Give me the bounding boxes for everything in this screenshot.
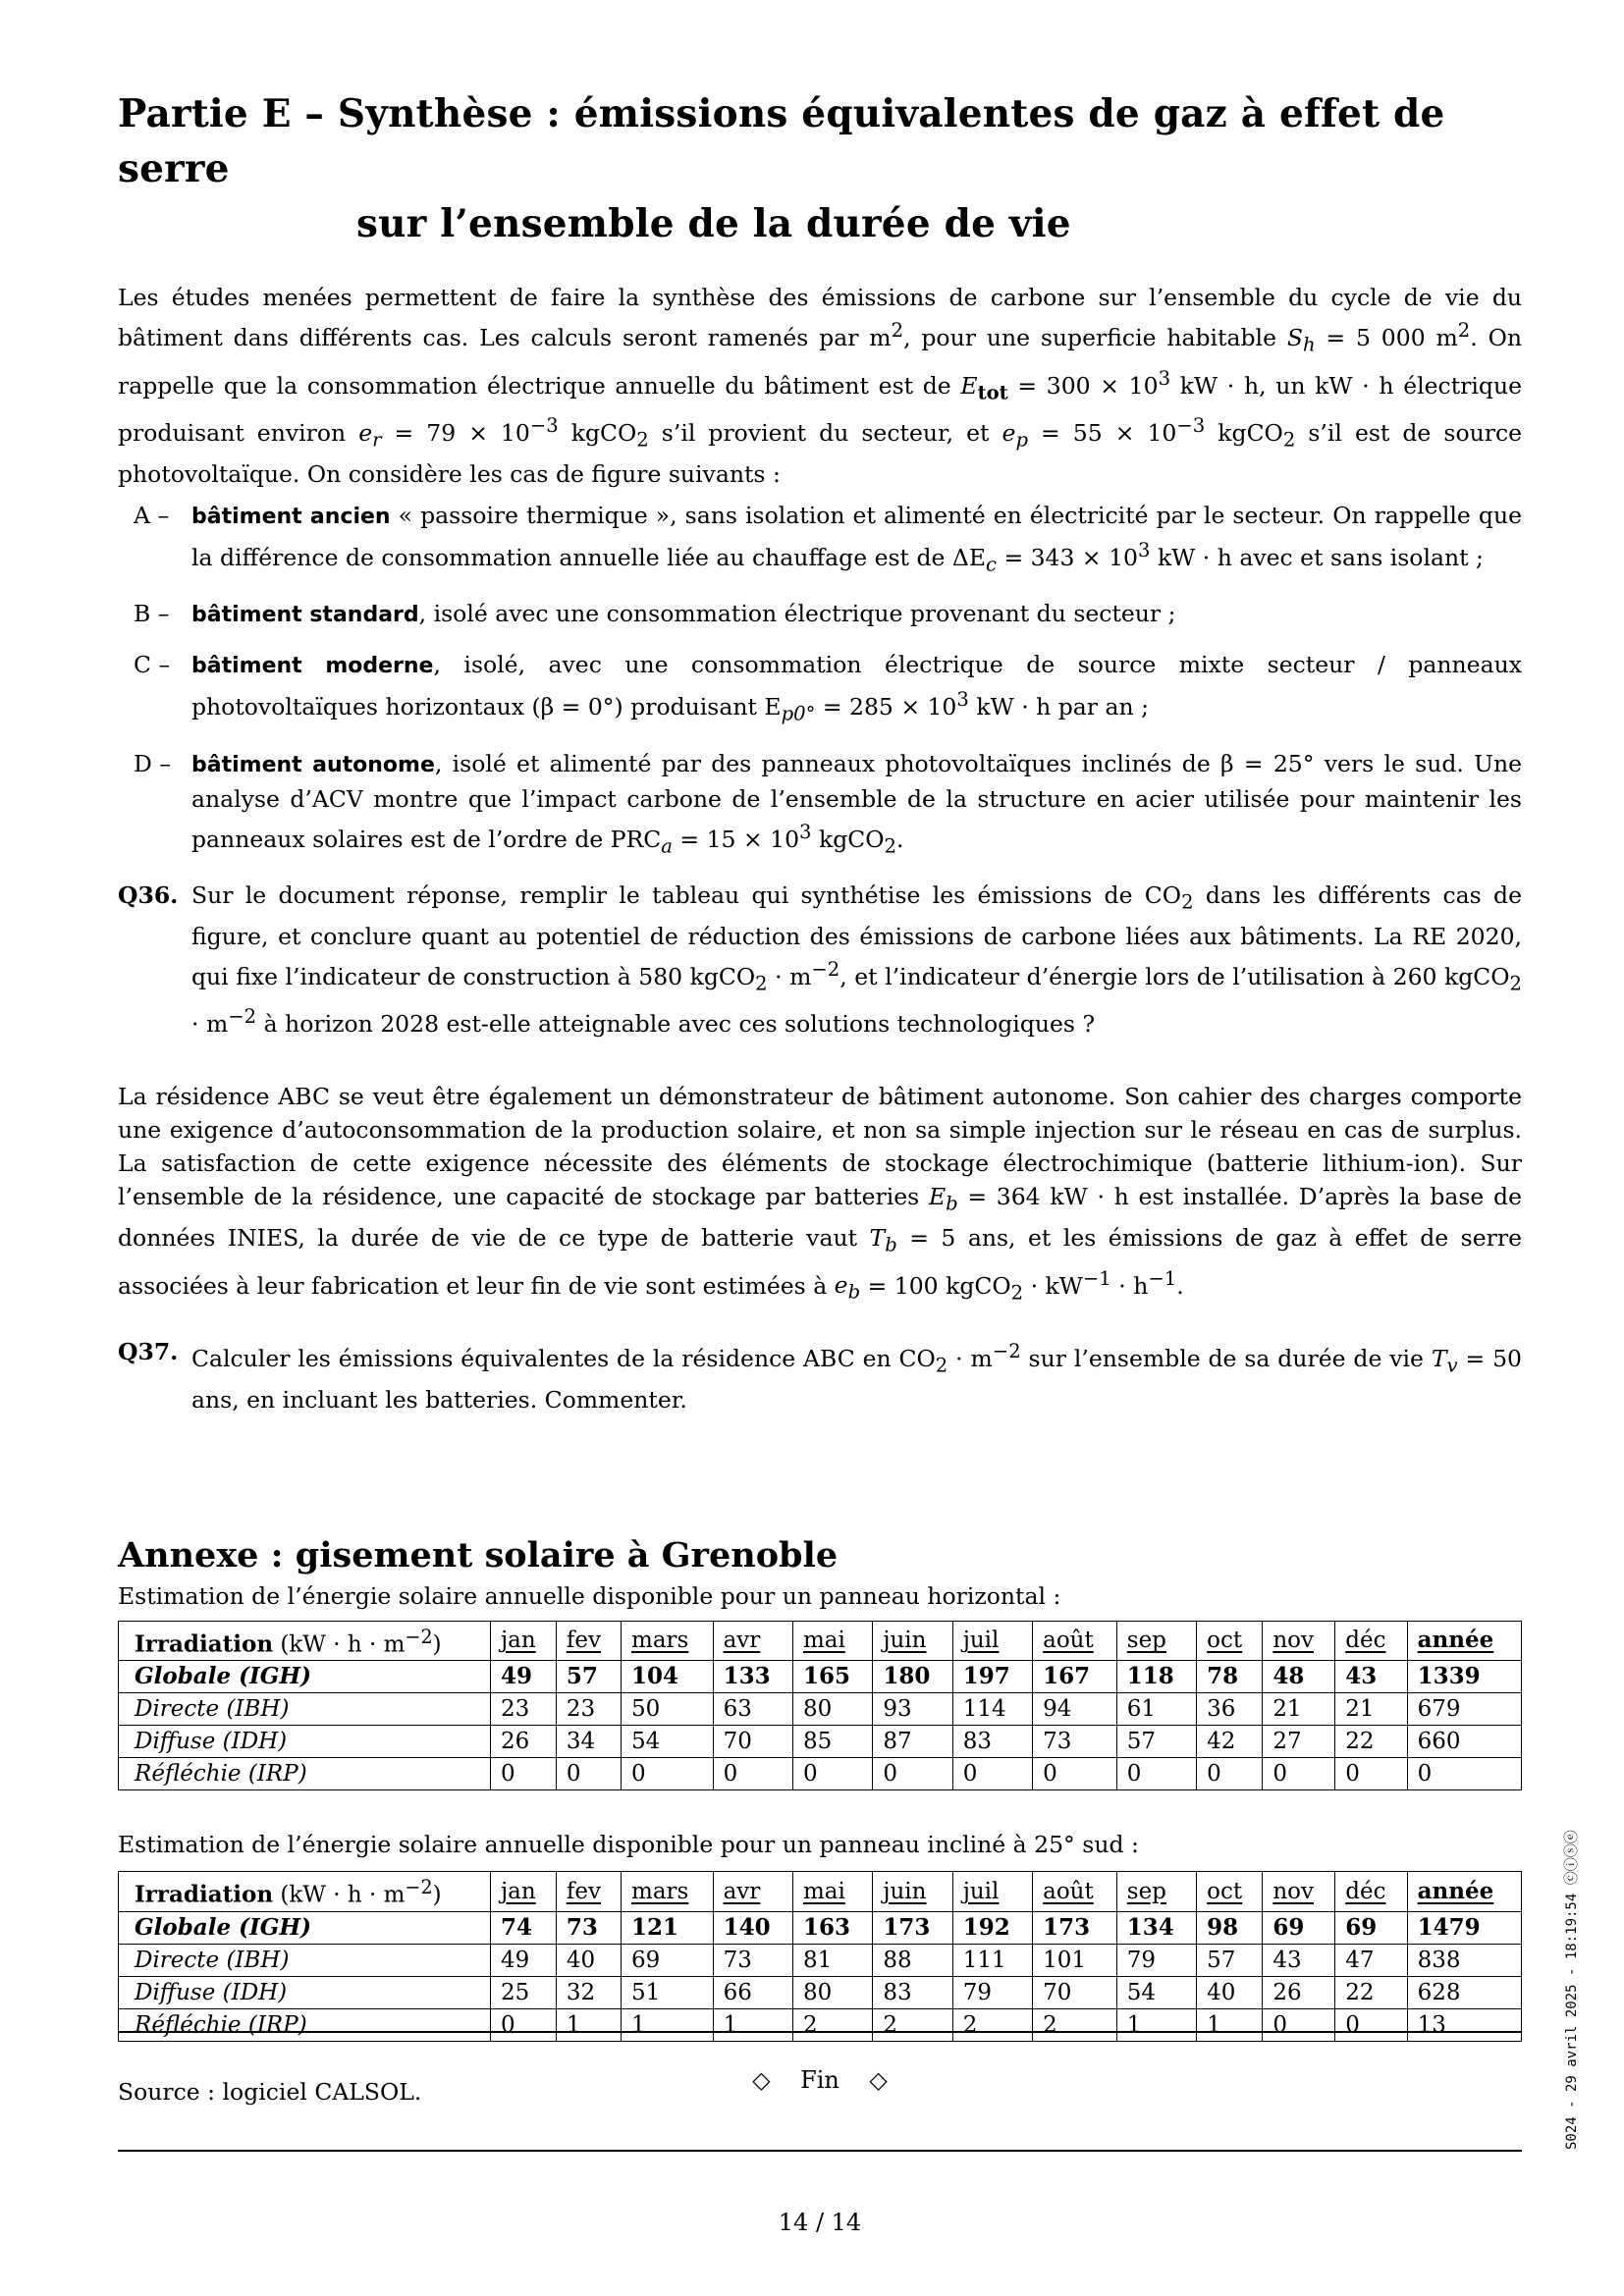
table-cell: 40 (556, 1944, 621, 1976)
table2-month-12: année (1407, 1872, 1521, 1912)
table-cell: 73 (1033, 1726, 1117, 1758)
table-cell: 192 (952, 1911, 1032, 1944)
table-cell: 1 (713, 2008, 792, 2041)
table-cell: 104 (622, 1661, 714, 1693)
table-cell: 87 (873, 1726, 952, 1758)
table-cell: 73 (556, 1911, 621, 1944)
page-content (118, 86, 1522, 2109)
table-cell: 79 (952, 1976, 1032, 2008)
table2-month-6: juil (952, 1872, 1032, 1912)
table-cell: 57 (556, 1661, 621, 1693)
table1-month-8: sep (1116, 1621, 1196, 1661)
table-cell: 133 (713, 1661, 792, 1693)
table-cell: 54 (1116, 1976, 1196, 2008)
page-number: 14 / 14 (778, 2209, 862, 2236)
table-cell: 73 (713, 1944, 792, 1976)
table2-caption: Estimation de l’énergie solaire annuelle disponible pour un panneau incliné à 25° sud : (118, 1831, 1139, 1859)
table-row (119, 1758, 1522, 1790)
table-cell: 51 (622, 1976, 714, 2008)
case-a: A – bâtiment ancien « passoire thermique », sans isolation et alimenté en électricité par le secteur. On rappelle que la différence de consommation annuelle liée au chauffage est de $\Delta E_c = 343 \times 10^3$ kW · h avec et sans isolant ; (134, 501, 1522, 576)
table-cell: 2 (952, 2008, 1032, 2041)
table-cell: 22 (1335, 1976, 1407, 2008)
table-cell: 81 (792, 1944, 872, 1976)
table2-month-9: oct (1197, 1872, 1263, 1912)
table-cell: 0 (1335, 2008, 1407, 2041)
table-row (119, 1726, 1522, 1758)
table1-month-1: fev (556, 1621, 621, 1661)
table-cell: 83 (873, 1976, 952, 2008)
row-label: Globale (IGH) (119, 1911, 491, 1944)
annexe-title: Annexe : gisement solaire à Grenoble (118, 1534, 839, 1575)
table-cell: 165 (792, 1661, 872, 1693)
table-cell: 134 (1116, 1911, 1196, 1944)
table-row (119, 1693, 1522, 1726)
table1-month-10: nov (1263, 1621, 1335, 1661)
table1-month-6: juil (952, 1621, 1032, 1661)
row-label: Directe (IBH) (119, 1944, 491, 1976)
row-label: Diffuse (IDH) (119, 1976, 491, 2008)
table-cell: 49 (491, 1944, 557, 1976)
table-cell: 57 (1197, 1944, 1263, 1976)
table-cell: 167 (1033, 1661, 1117, 1693)
table-cell: 180 (873, 1661, 952, 1693)
table2-month-4: mai (792, 1872, 872, 1912)
table-cell: 47 (1335, 1944, 1407, 1976)
table-cell: 0 (1263, 2008, 1335, 2041)
table1-month-11: déc (1335, 1621, 1407, 1661)
table-cell: 0 (556, 1758, 621, 1790)
table-cell: 2 (1033, 2008, 1117, 2041)
table-cell: 54 (622, 1726, 714, 1758)
table-cell: 26 (1263, 1976, 1335, 2008)
intro-paragraph: Les études menées permettent de faire la synthèse des émissions de carbone sur l’ensemble du cycle de vie du bâtiment dans différents cas. Les calculs seront ramenés par $m^2$, pour une superficie habitable $S_h = 5$ 000 $m^2$. On rappelle que la consommation électrique annuelle du bâtiment est de $E_{tot} = 300 \times 10^3$ kW · h, un kW · h électrique produisant environ $e_r = 79 \times 10^{-3}$ kgCO$_2$ s’il provient du secteur, et $e_p = 55 \times 10^{-3}$ kgCO$_2$ s’il est de source photovoltaïque. On considère les cas de figure suivants : (118, 284, 1523, 488)
table2-month-0: jan (491, 1872, 557, 1912)
table-cell: 628 (1407, 1976, 1521, 2008)
table-cell: 69 (622, 1944, 714, 1976)
table-cell: 23 (491, 1693, 557, 1726)
table-cell: 118 (1116, 1661, 1196, 1693)
table-cell: 163 (792, 1911, 872, 1944)
end-marker: ◇ Fin ◇ (752, 2066, 888, 2094)
table-cell: 25 (491, 1976, 557, 2008)
table-cell: 0 (792, 1758, 872, 1790)
table-cell: 43 (1263, 1944, 1335, 1976)
source-note: Source : logiciel CALSOL. (118, 2077, 422, 2106)
table-cell: 21 (1263, 1693, 1335, 1726)
table-cell: 0 (713, 1758, 792, 1790)
table2-header-label: Irradiation $(kW \cdot h \cdot m^{-2})$ (119, 1872, 491, 1912)
table-cell: 63 (713, 1693, 792, 1726)
side-stamp: S024 - 29 avril 2025 - 18:19:54 ⓒⓘⓢⓔ (1564, 1830, 1580, 2150)
table-cell: 1 (622, 2008, 714, 2041)
table-cell: 1 (556, 2008, 621, 2041)
table-cell: 140 (713, 1911, 792, 1944)
table-cell: 121 (622, 1911, 714, 1944)
table-cell: 1339 (1407, 1661, 1521, 1693)
table-cell: 2 (873, 2008, 952, 2041)
table-cell: 42 (1197, 1726, 1263, 1758)
row-label: Diffuse (IDH) (119, 1726, 491, 1758)
table-cell: 0 (1263, 1758, 1335, 1790)
table2-header-row (119, 1872, 1522, 1912)
table1-header-row (119, 1621, 1522, 1661)
table-cell: 40 (1197, 1976, 1263, 2008)
table-cell: 0 (1407, 1758, 1521, 1790)
table-cell: 83 (952, 1726, 1032, 1758)
table-cell: 22 (1335, 1726, 1407, 1758)
table-cell: 93 (873, 1693, 952, 1726)
table-row (119, 1976, 1522, 2008)
table1-month-2: mars (622, 1621, 714, 1661)
table1-month-0: jan (491, 1621, 557, 1661)
table-cell: 1 (1116, 2008, 1196, 2041)
table2-month-5: juin (873, 1872, 952, 1912)
table-cell: 79 (1116, 1944, 1196, 1976)
table-cell: 21 (1335, 1693, 1407, 1726)
table-cell: 173 (873, 1911, 952, 1944)
table1-month-12: année (1407, 1621, 1521, 1661)
table2-month-8: sep (1116, 1872, 1196, 1912)
table-cell: 0 (622, 1758, 714, 1790)
table1-month-3: avr (713, 1621, 792, 1661)
table-cell: 0 (952, 1758, 1032, 1790)
case-c: C – bâtiment moderne, isolé, avec une consommation électrique de source mixte secteur / panneaux photovoltaïques horizontaux (β = 0°) produisant $E_{p0^\circ} = 285 \times 10^3$ kW · h par an ; (134, 651, 1522, 725)
table-cell: 34 (556, 1726, 621, 1758)
row-label: Réfléchie (IRP) (119, 1758, 491, 1790)
table-cell: 111 (952, 1944, 1032, 1976)
table-cell: 69 (1335, 1911, 1407, 1944)
table-row (119, 1911, 1522, 1944)
title-line-2: sur l’ensemble de la durée de vie (356, 201, 1071, 246)
table-cell: 50 (622, 1693, 714, 1726)
table-cell: 70 (713, 1726, 792, 1758)
battery-paragraph: La résidence ABC se veut être également un démonstrateur de bâtiment autonome. Son cahier des charges comporte une exigence d’autoconsommation de la production solaire, et non sa simple injection sur le réseau en cas de surplus. La satisfaction de cette exigence nécessite des éléments de stockage électrochimique (batterie lithium-ion). Sur l’ensemble de la résidence, une capacité de stockage par batteries $E_b = 364$ kW · h est installée. D’après la base de données INIES, la durée de vie de ce type de batterie vaut $T_b = 5$ ans, et les émissions de gaz à effet de serre associées à leur fabrication et leur fin de vie sont estimées à $e_b = 100$ kgCO$_2$ · $kW^{-1} \cdot h^{-1}$. (118, 1083, 1523, 1305)
table1-caption: Estimation de l’énergie solaire annuelle disponible pour un panneau horizontal : (118, 1581, 1061, 1610)
table-cell: 0 (1033, 1758, 1117, 1790)
table-row (119, 1661, 1522, 1693)
table-cell: 0 (873, 1758, 952, 1790)
table-row (119, 2008, 1522, 2041)
table-cell: 88 (873, 1944, 952, 1976)
table-cell: 61 (1116, 1693, 1196, 1726)
table-cell: 32 (556, 1976, 621, 2008)
row-label: Globale (IGH) (119, 1661, 491, 1693)
table-cell: 101 (1033, 1944, 1117, 1976)
footer-rule-top (118, 2031, 1522, 2033)
table-cell: 78 (1197, 1661, 1263, 1693)
table-cell: 838 (1407, 1944, 1521, 1976)
table-cell: 114 (952, 1693, 1032, 1726)
table-cell: 85 (792, 1726, 872, 1758)
table-cell: 679 (1407, 1693, 1521, 1726)
table-cell: 2 (792, 2008, 872, 2041)
table2-month-3: avr (713, 1872, 792, 1912)
table2-month-7: août (1033, 1872, 1117, 1912)
table-cell: 0 (491, 2008, 557, 2041)
cases-list (118, 499, 1522, 864)
table-cell: 98 (1197, 1911, 1263, 1944)
table2-month-2: mars (622, 1872, 714, 1912)
table-cell: 70 (1033, 1976, 1117, 2008)
table-cell: 94 (1033, 1693, 1117, 1726)
question-36: Q36. Sur le document réponse, remplir le tableau qui synthétise les émissions de $CO_2$ dans les différents cas de figure, et conclure quant au potentiel de réduction des émissions de carbone liées aux bâtiments. La RE 2020, qui fixe l’indicateur de construction à 580 kgCO$_2$ · $m^{-2}$, et l’indicateur d’énergie lors de l’utilisation à 260 kgCO$_2$ · $m^{-2}$ à horizon 2028 est-elle atteignable avec ces solutions technologiques ? (118, 881, 1522, 1039)
table-cell: 48 (1263, 1661, 1335, 1693)
table-cell: 80 (792, 1693, 872, 1726)
table-cell: 43 (1335, 1661, 1407, 1693)
table2-month-10: nov (1263, 1872, 1335, 1912)
table1-month-5: juin (873, 1621, 952, 1661)
table-cell: 26 (491, 1726, 557, 1758)
question-37: Q37. Calculer les émissions équivalentes de la résidence ABC en $CO_2 \cdot m^{-2}$ sur l’ensemble de sa durée de vie $T_v = 50$ ans, en incluant les batteries. Commenter. (118, 1338, 1522, 1414)
row-label: Directe (IBH) (119, 1693, 491, 1726)
table-cell: 27 (1263, 1726, 1335, 1758)
table-cell: 49 (491, 1661, 557, 1693)
table-cell: 1 (1197, 2008, 1263, 2041)
table-cell: 80 (792, 1976, 872, 2008)
table1-month-7: août (1033, 1621, 1117, 1661)
table-cell: 74 (491, 1911, 557, 1944)
case-d: D – bâtiment autonome, isolé et alimenté par des panneaux photovoltaïques inclinés de β = 25° vers le sud. Une analyse d’ACV montre que l’impact carbone de l’ensemble de la structure en acier utilisée pour maintenir les panneaux solaires est de l’ordre de $PRC_a = 15 \times 10^3$ kgCO$_2$. (134, 749, 1522, 858)
table-cell: 36 (1197, 1693, 1263, 1726)
table1-header-label: Irradiation $(kW \cdot h \cdot m^{-2})$ (119, 1621, 491, 1661)
table-cell: 1479 (1407, 1911, 1521, 1944)
table-inclined (118, 1871, 1522, 2042)
case-b: B – bâtiment standard, isolé avec une consommation électrique provenant du secteur ; (134, 600, 1176, 628)
table-cell: 23 (556, 1693, 621, 1726)
table-cell: 0 (491, 1758, 557, 1790)
table-cell: 197 (952, 1661, 1032, 1693)
table2-month-11: déc (1335, 1872, 1407, 1912)
table1-month-4: mai (792, 1621, 872, 1661)
table1-month-9: oct (1197, 1621, 1263, 1661)
table2-month-1: fev (556, 1872, 621, 1912)
footer-rule-bottom (118, 2150, 1522, 2152)
table-cell: 13 (1407, 2008, 1521, 2041)
title-line-1: Partie E – Synthèse : émissions équivalentes de gaz à effet de serre (118, 91, 1445, 191)
table-horizontal (118, 1621, 1522, 1791)
table-cell: 0 (1116, 1758, 1196, 1790)
annexe-section (118, 1532, 1522, 2109)
table-cell: 57 (1116, 1726, 1196, 1758)
table-cell: 69 (1263, 1911, 1335, 1944)
table-cell: 66 (713, 1976, 792, 2008)
table-cell: 173 (1033, 1911, 1117, 1944)
row-label: Réfléchie (IRP) (119, 2008, 491, 2041)
table-cell: 0 (1197, 1758, 1263, 1790)
table-row (119, 1944, 1522, 1976)
table-cell: 0 (1335, 1758, 1407, 1790)
table-cell: 660 (1407, 1726, 1521, 1758)
page-title (118, 86, 1522, 251)
